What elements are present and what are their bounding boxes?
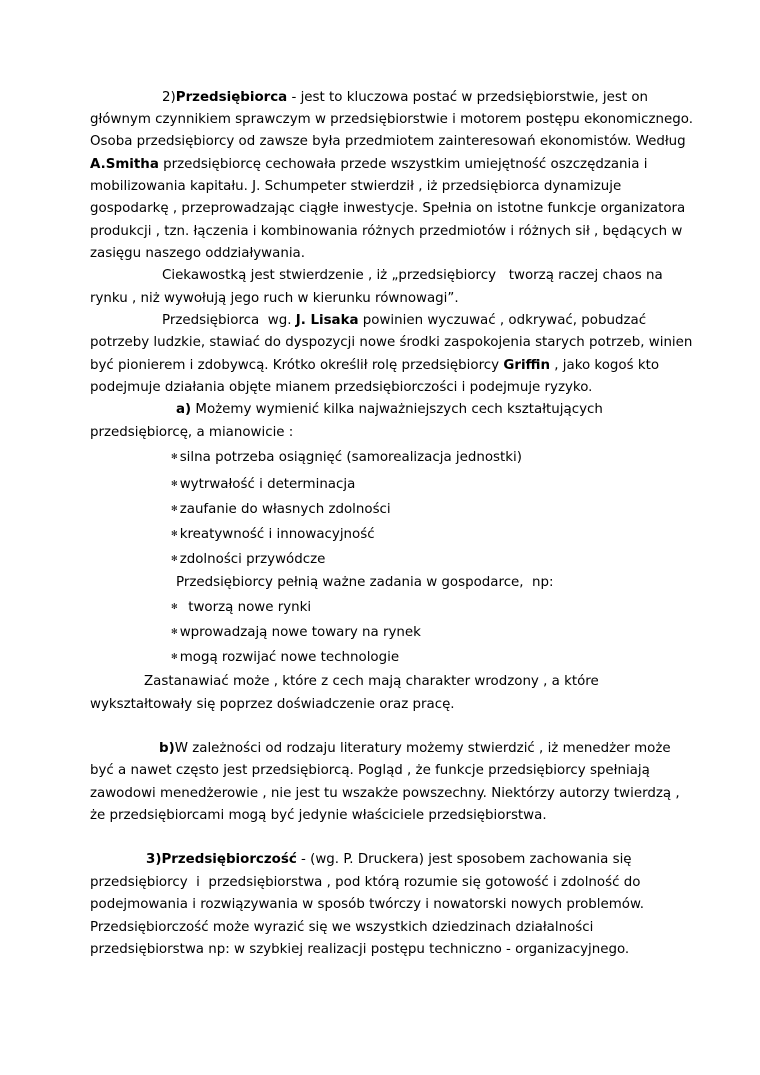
bullet-star-icon: ✻ (171, 627, 178, 636)
curiosity-line-2: rynku , niż wywołują jego ruch w kierunku równowagi”. (90, 291, 459, 306)
point-b-line-2: być a nawet często jest przedsiębiorcą. Pogląd , że funkcje przedsiębiorcy spełniają (90, 763, 650, 778)
section-3-heading: Przedsiębiorczość (161, 852, 297, 867)
point-a-line-2: przedsiębiorcę, a mianowicie : (90, 425, 294, 440)
point-a-label: a) (176, 402, 192, 417)
section-2-line-5: mobilizowania kapitału. J. Schumpeter stwierdził , iż przedsiębiorca dynamizuje (90, 179, 622, 194)
task-item: ✻ tworzą nowe rynki (171, 600, 312, 615)
point-a-line-1: a) Możemy wymienić kilka najważniejszych cech kształtujących (176, 402, 603, 417)
curiosity-line-1: Ciekawostką jest stwierdzenie , iż „przedsiębiorcy tworzą raczej chaos na (162, 268, 663, 283)
bullet-star-icon: ✻ (171, 652, 178, 661)
point-b-line-1: b)W zależności od rodzaju literatury możemy stwierdzić , iż menedżer może (159, 741, 671, 756)
section-2-line-7: produkcji , tzn. łączenia i kombinowania różnych przedmiotów i różnych sił , będących w (90, 224, 683, 239)
question-line-2: wykształtowały się poprzez doświadczenie oraz pracę. (90, 697, 455, 712)
point-b-line-4: że przedsiębiorcami mogą być jedynie właściciele przedsiębiorstwa. (90, 808, 547, 823)
trait-item: ✻ zaufanie do własnych zdolności (171, 502, 391, 517)
trait-item: ✻ silna potrzeba osiągnięć (samorealizacja jednostki) (171, 450, 522, 465)
section-3-line-5: przedsiębiorstwa np: w szybkiej realizacji postępu techniczno - organizacyjnego. (90, 942, 630, 957)
lisak-line-1: Przedsiębiorca wg. J. Lisaka powinien wyczuwać , odkrywać, pobudzać (162, 313, 647, 328)
section-2-heading: Przedsiębiorca (175, 90, 288, 105)
lisak-line-3: być pionierem i zdobywcą. Krótko określił rolę przedsiębiorcy Griffin , jako kogoś kto (90, 358, 660, 373)
bullet-star-icon: ✻ (171, 452, 178, 461)
point-b-line-3: zawodowi menedżerowie , nie jest tu wszakże powszechny. Niektórzy autorzy twierdzą , (90, 786, 680, 801)
bullet-star-icon: ✻ (171, 504, 178, 513)
point-b-label: b) (159, 741, 175, 756)
bullet-star-icon: ✻ (171, 529, 178, 538)
task-item: ✻ mogą rozwijać nowe technologie (171, 650, 400, 665)
lisak-line-2: potrzeby ludzkie, stawiać do dyspozycji nowe środki zaspokojenia starych potrzeb, winien (90, 335, 693, 350)
section-3-line-3: podejmowania i rozwiązywania w sposób twórczy i nowatorski nowych problemów. (90, 897, 644, 912)
bullet-star-icon: ✻ (171, 554, 178, 563)
trait-item: ✻ kreatywność i innowacyjność (171, 527, 375, 542)
section-2-line-2: głównym czynnikiem sprawczym w przedsiębiorstwie i motorem postępu ekonomicznego. (90, 112, 693, 127)
task-item: ✻ wprowadzają nowe towary na rynek (171, 625, 421, 640)
section-2-line-4: A.Smitha przedsiębiorcę cechowała przede wszystkim umiejętność oszczędzania i (90, 157, 648, 172)
section-3-line-2: przedsiębiorcy i przedsiębiorstwa , pod którą rozumie się gotowość i zdolność do (90, 875, 641, 890)
section-3-number: 3) (146, 852, 162, 867)
section-2-line-6: gospodarkę , przeprowadzając ciągłe inwestycje. Spełnia on istotne funkcje organizatora (90, 201, 686, 216)
smith-name: A.Smitha (90, 157, 159, 172)
section-2-number: 2) (162, 90, 176, 105)
tasks-intro: Przedsiębiorcy pełnią ważne zadania w gospodarce, np: (176, 575, 554, 590)
section-3-line-4: Przedsiębiorczość może wyrazić się we wszystkich dziedzinach działalności (90, 920, 594, 935)
lisak-name: J. Lisaka (295, 313, 359, 328)
section-2-line-3: Osoba przedsiębiorcy od zawsze była przedmiotem zainteresowań ekonomistów. Według (90, 134, 686, 149)
section-3-line-1: 3)Przedsiębiorczość - (wg. P. Druckera) jest sposobem zachowania się (146, 852, 632, 867)
griffin-name: Griffin (503, 358, 550, 373)
section-2-line-1: 2)Przedsiębiorca - jest to kluczowa postać w przedsiębiorstwie, jest on (162, 90, 649, 105)
question-line-1: Zastanawiać może , które z cech mają charakter wrodzony , a które (144, 674, 599, 689)
section-2-line-8: zasięgu naszego oddziaływania. (90, 246, 306, 261)
bullet-star-icon: ✻ (171, 602, 178, 611)
trait-item: ✻ wytrwałość i determinacja (171, 477, 356, 492)
bullet-star-icon: ✻ (171, 479, 178, 488)
lisak-line-4: podejmuje działania objęte mianem przedsiębiorczości i podejmuje ryzyko. (90, 380, 593, 395)
trait-item: ✻ zdolności przywódcze (171, 552, 326, 567)
